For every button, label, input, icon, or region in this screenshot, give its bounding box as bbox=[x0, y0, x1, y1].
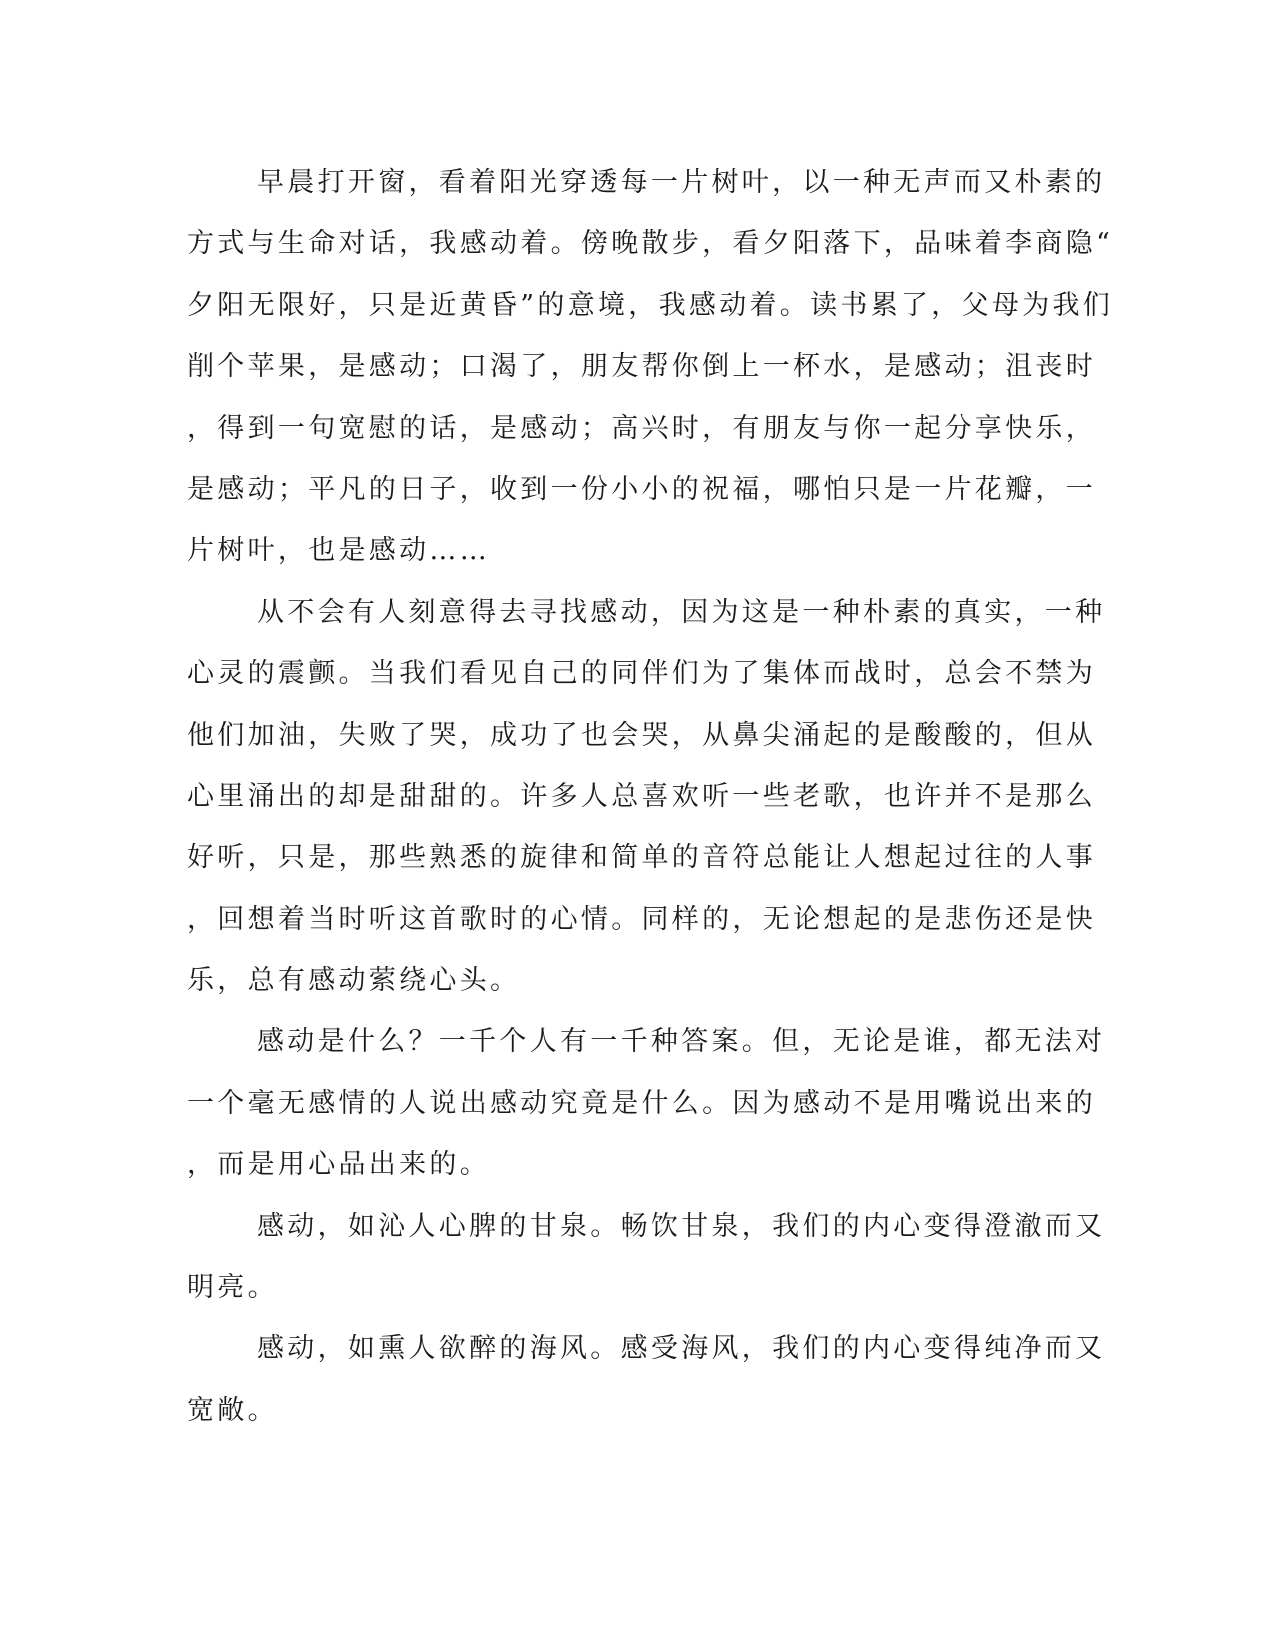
text-line: 心灵的震颤。当我们看见自己的同伴们为了集体而战时，总会不禁为 bbox=[187, 658, 1096, 690]
document-body bbox=[187, 152, 1114, 1441]
text-line: ，而是用心品出来的。 bbox=[187, 1149, 490, 1181]
paragraph-5 bbox=[187, 1318, 1106, 1441]
paragraph-2 bbox=[187, 582, 1106, 1012]
text-line: 感动，如熏人欲醉的海风。感受海风，我们的内心变得纯净而又 bbox=[257, 1333, 1106, 1365]
paragraph-4 bbox=[187, 1196, 1106, 1319]
text-line: 好听，只是，那些熟悉的旋律和简单的音符总能让人想起过往的人事 bbox=[187, 842, 1096, 874]
text-line: 片树叶，也是感动…… bbox=[187, 535, 490, 567]
text-line: 方式与生命对话，我感动着。傍晚散步，看夕阳落下，品味着李商隐“ bbox=[187, 228, 1114, 260]
text-line: 他们加油，失败了哭，成功了也会哭，从鼻尖涌起的是酸酸的，但从 bbox=[187, 719, 1096, 751]
text-line: 削个苹果，是感动；口渴了，朋友帮你倒上一杯水，是感动；沮丧时 bbox=[187, 351, 1096, 383]
text-line: ，得到一句宽慰的话，是感动；高兴时，有朋友与你一起分享快乐， bbox=[187, 412, 1096, 444]
paragraph-3 bbox=[187, 1011, 1106, 1195]
text-line: 宽敞。 bbox=[187, 1394, 278, 1426]
text-line: 一个毫无感情的人说出感动究竟是什么。因为感动不是用嘴说出来的 bbox=[187, 1087, 1096, 1119]
text-line: 感动是什么？一千个人有一千种答案。但，无论是谁，都无法对 bbox=[257, 1026, 1106, 1058]
text-line: 从不会有人刻意得去寻找感动，因为这是一种朴素的真实，一种 bbox=[257, 596, 1106, 628]
text-line: 明亮。 bbox=[187, 1272, 278, 1304]
text-line: 乐，总有感动萦绕心头。 bbox=[187, 965, 521, 997]
paragraph-1 bbox=[187, 152, 1114, 582]
text-line: 感动，如沁人心脾的甘泉。畅饮甘泉，我们的内心变得澄澈而又 bbox=[257, 1210, 1106, 1242]
text-line: 心里涌出的却是甜甜的。许多人总喜欢听一些老歌，也许并不是那么 bbox=[187, 780, 1096, 812]
text-line: 是感动；平凡的日子，收到一份小小的祝福，哪怕只是一片花瓣，一 bbox=[187, 473, 1096, 505]
text-line: ，回想着当时听这首歌时的心情。同样的，无论想起的是悲伤还是快 bbox=[187, 903, 1096, 935]
text-line: 夕阳无限好，只是近黄昏”的意境，我感动着。读书累了，父母为我们 bbox=[187, 289, 1114, 321]
text-line: 早晨打开窗，看着阳光穿透每一片树叶，以一种无声而又朴素的 bbox=[257, 167, 1106, 198]
